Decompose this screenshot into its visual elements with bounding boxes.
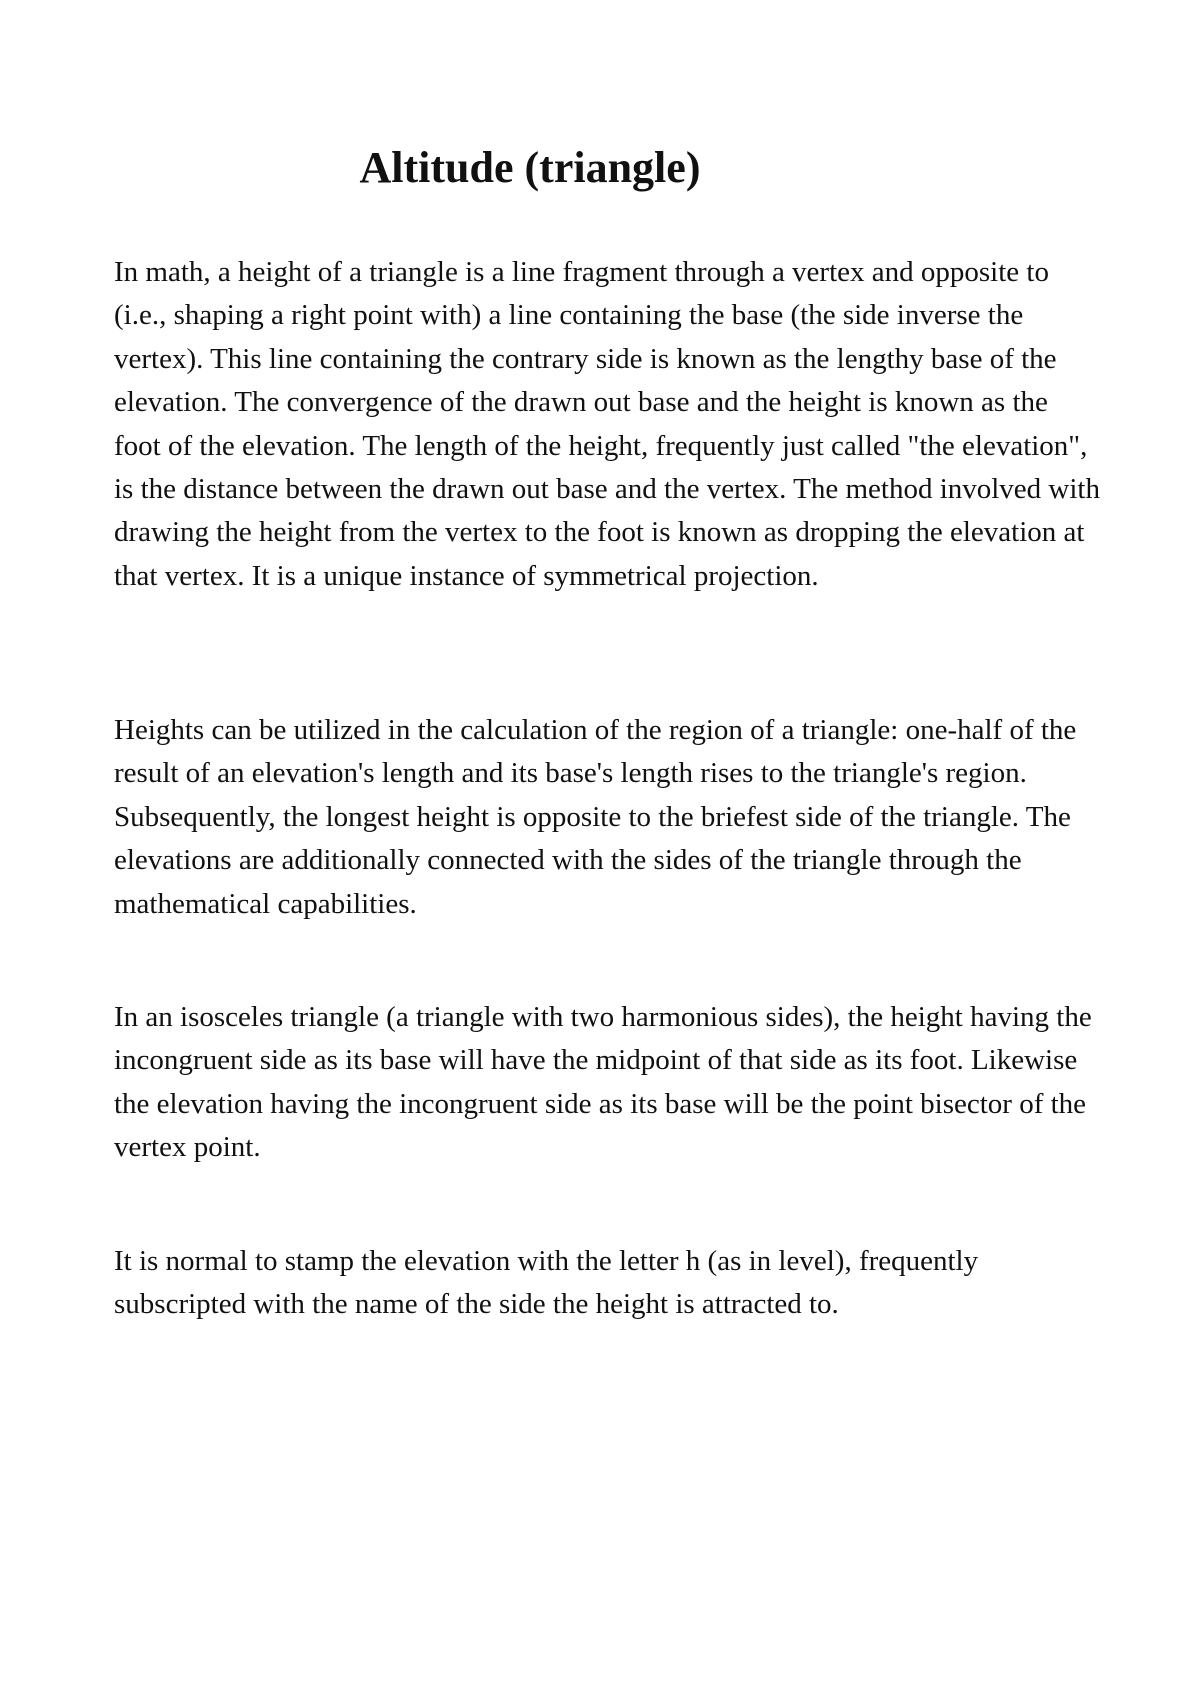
paragraph-area-calculation: Heights can be utilized in the calculation of the region of a triangle: one-half of the result of an elevation's length and its base's length rises to the triangle's region. Subsequently, the longest height is opposite to the briefest side of the triangle. The elevations are additionally connected with the sides of the triangle through the mathematical capabilities. xyxy=(114,714,1077,920)
paragraph-altitude-definition: In math, a height of a triangle is a line fragment through a vertex and opposite to (i.e., shaping a right point with) a line containing the base (the side inverse the vertex). This line containing the contrary side is known as the lengthy base of the elevation. The convergence of the drawn out base and the height is known as the foot of the elevation. The length of the height, frequently just called "the elevation", is the distance between the drawn out base and the vertex. The method involved with drawing the height from the vertex to the foot is known as dropping the elevation at that vertex. It is a unique instance of symmetrical projection. xyxy=(114,256,1100,592)
paragraph-isosceles-triangle: In an isosceles triangle (a triangle with two harmonious sides), the height having the incongruent side as its base will have the midpoint of that side as its foot. Likewise the elevation having the incongruent side as its base will be the point bisector of the vertex point. xyxy=(114,1001,1092,1164)
document-title: Altitude (triangle) xyxy=(359,143,701,192)
paragraph-notation: It is normal to stamp the elevation with the letter h (as in level), frequently subscripted with the name of the side the height is attracted to. xyxy=(114,1245,979,1321)
